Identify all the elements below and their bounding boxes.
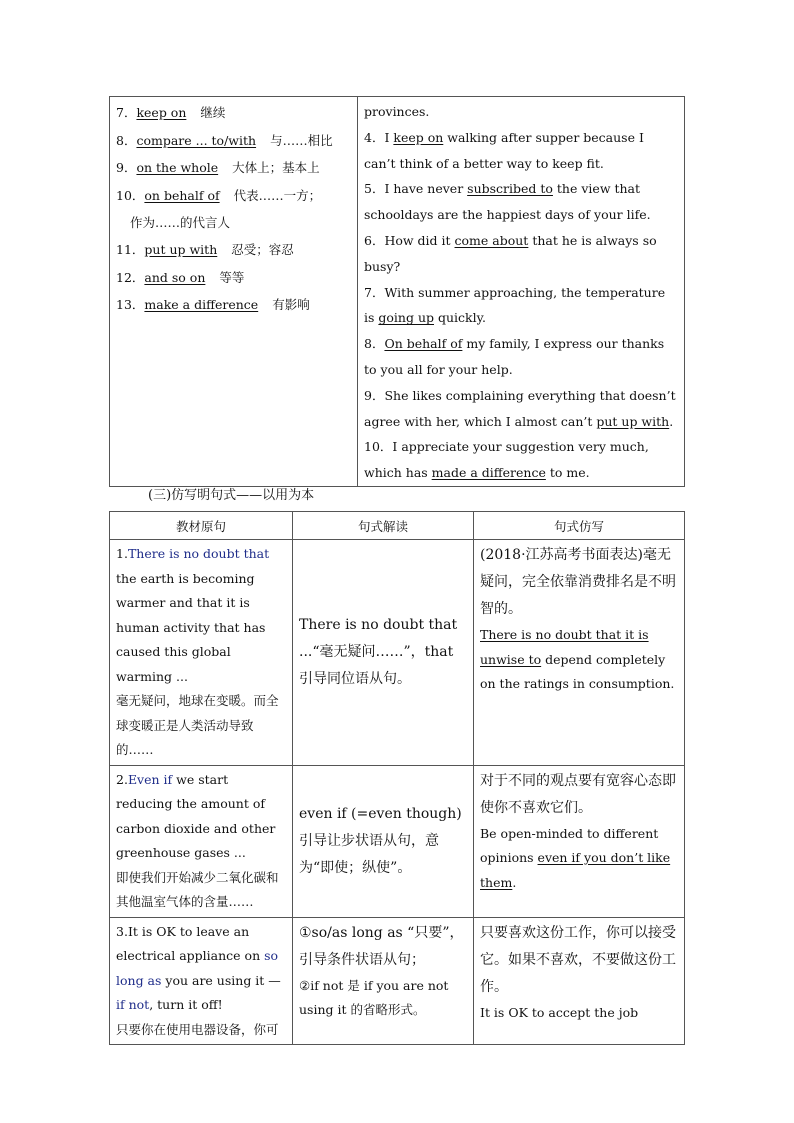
sentence-text: my family, I express our thanks to you all for your help. (364, 336, 665, 377)
sentence-text: 9．She likes complaining everything that doesn’t agree with her, which I almost can’t (364, 387, 676, 429)
sentence-text: the view that schooldays are the happiest days of your life. (364, 181, 651, 223)
sentence-text: you are using it — (161, 972, 281, 988)
phrase-item (116, 127, 351, 155)
imitation-prompt: 毫无疑问，完全依靠消费排名是不明智的。 (480, 547, 676, 617)
answer-blank: subscribed to (467, 181, 553, 197)
sentence-item (364, 331, 678, 383)
answer-blank: going up (378, 310, 434, 326)
phrase-exercise-table (109, 96, 685, 487)
analysis-cell (293, 917, 474, 1045)
sentence-text: walking after supper because I can’t think of a better way to keep fit. (364, 129, 644, 171)
phrase-number: 12． (116, 269, 145, 285)
imitation-prompt: 对于不同的观点要有宽容心态即使你不喜欢它们。 (480, 772, 676, 816)
phrase-item (116, 99, 351, 127)
sentence-list-cell (358, 97, 685, 487)
sentence-text: . (669, 413, 674, 429)
answer-blank: put up with (596, 413, 670, 429)
phrase-chinese-continued: 作为……的代言人 (130, 215, 231, 230)
phrase-english: keep on (136, 105, 187, 120)
imitation-text: It is OK to accept the job (480, 1004, 639, 1020)
imitation-cell (474, 765, 685, 917)
row-number: 1. (116, 546, 128, 561)
analysis-text: ①so/as long as “只要”，引导条件状语从句； (299, 924, 464, 968)
sentence-text: 5．I have never (364, 181, 468, 197)
phrase-chinese: 代表……一方； (233, 187, 322, 203)
highlight-text: if not (116, 997, 150, 1012)
imitation-cell (474, 540, 685, 766)
sentence-text: , turn it off! (149, 997, 223, 1012)
sentence-fragment: provinces. (364, 104, 430, 119)
analysis-text: even if (=even though) 引导让步状语从句，意为“即使；纵使”。 (299, 805, 462, 876)
phrase-chinese: 与……相比 (270, 132, 333, 148)
phrase-number: 11． (116, 242, 145, 257)
phrase-chinese: 等等 (219, 269, 245, 285)
analysis-cell (293, 765, 474, 917)
sentence-text: we start reducing the amount of carbon dioxide and other greenhouse gases ... (116, 771, 276, 860)
phrase-english: on the whole (136, 160, 219, 175)
highlight-text: Even if (127, 771, 173, 787)
phrase-number: 10． (116, 187, 145, 203)
phrase-item (116, 154, 351, 182)
phrase-item (116, 264, 351, 292)
original-sentence-cell (110, 540, 293, 766)
table-row (110, 765, 685, 917)
phrase-list-cell (110, 97, 358, 487)
analysis-cell (293, 540, 474, 766)
imitation-text: depend completely on the ratings in consumption. (480, 651, 675, 691)
phrase-number: 7． (116, 105, 137, 120)
sentence-text: that he is always so busy? (364, 232, 657, 274)
phrase-item (116, 291, 351, 319)
table-row (110, 540, 685, 766)
answer-blank: come about (454, 232, 529, 248)
sentence-text: quickly. (434, 310, 486, 326)
sentence-text: to me. (545, 465, 590, 481)
phrase-english: and so on (144, 269, 206, 285)
answer-blank: There is no doubt that it is unwise to (480, 627, 649, 667)
phrase-number: 13． (116, 297, 145, 312)
answer-blank: even if you don’t like them (480, 850, 671, 890)
imitation-prompt: 只要喜欢这份工作，你可以接受它。如果不喜欢，不要做这份工作。 (480, 924, 676, 995)
phrase-number: 8． (116, 132, 137, 148)
sentence-text: It is OK to leave an electrical appliance on (116, 923, 265, 963)
sentence-item (364, 125, 678, 177)
analysis-text: ②if not 是 if you are not using it 的省略形式。 (299, 977, 449, 1017)
phrase-number: 9． (116, 160, 137, 175)
highlight-text: so long as (116, 948, 279, 988)
sentence-text: 4．I (364, 129, 394, 145)
table-header-row (110, 512, 685, 540)
sentence-item (364, 280, 678, 332)
section-title: (三)仿写明句式——以用为本 (148, 488, 315, 503)
sentence-translation: 只要你在使用电器设备，你可 (116, 1021, 279, 1037)
sentence-text: 6．How did it (364, 232, 455, 248)
sentence-text: 8． (364, 336, 385, 352)
sentence-item (364, 383, 678, 435)
phrase-item (116, 182, 351, 210)
phrase-english: put up with (144, 242, 218, 257)
phrase-chinese: 继续 (200, 105, 226, 120)
phrase-english: make a difference (144, 297, 259, 312)
phrase-item (116, 236, 351, 264)
row-number: 2. (116, 771, 128, 787)
column-header: 教材原句 (110, 512, 293, 540)
column-header: 句式解读 (293, 512, 474, 540)
analysis-text: There is no doubt that ...“毫无疑问……”，that 引导同位语从句。 (299, 616, 458, 687)
source-note: (2018·江苏高考书面表达) (480, 547, 644, 563)
answer-blank: keep on (393, 129, 444, 145)
sentence-item (364, 228, 678, 280)
phrase-english: on behalf of (144, 187, 220, 203)
sentence-pattern-table (109, 511, 685, 1045)
sentence-translation: 毫无疑问，地球在变暖。而全球变暖正是人类活动导致的…… (116, 693, 279, 757)
answer-blank: On behalf of (384, 336, 463, 352)
sentence-text: the earth is becoming warmer and that it is human activity that has caused this global warming ... (116, 570, 266, 684)
phrase-chinese: 有影响 (272, 297, 310, 312)
sentence-translation: 即使我们开始减少二氧化碳和其他温室气体的含量…… (116, 869, 279, 909)
sentence-text: 10．I appreciate your suggestion very much, which has (364, 439, 649, 481)
highlight-text: There is no doubt that (127, 546, 270, 561)
sentence-item (364, 434, 678, 486)
phrase-english: compare ... to/with (136, 132, 257, 148)
phrase-chinese: 忍受；容忍 (231, 242, 294, 257)
column-header: 句式仿写 (474, 512, 685, 540)
original-sentence-cell (110, 917, 293, 1045)
phrase-chinese: 大体上；基本上 (232, 160, 320, 175)
imitation-cell (474, 917, 685, 1045)
table-row (110, 917, 685, 1045)
imitation-text: . (512, 874, 517, 890)
imitation-text: Be open-minded to different opinions (480, 825, 659, 865)
answer-blank: made a difference (431, 465, 546, 481)
original-sentence-cell (110, 765, 293, 917)
sentence-item (364, 176, 678, 228)
sentence-text: 7．With summer approaching, the temperature is (364, 284, 666, 326)
row-number: 3. (116, 923, 128, 939)
